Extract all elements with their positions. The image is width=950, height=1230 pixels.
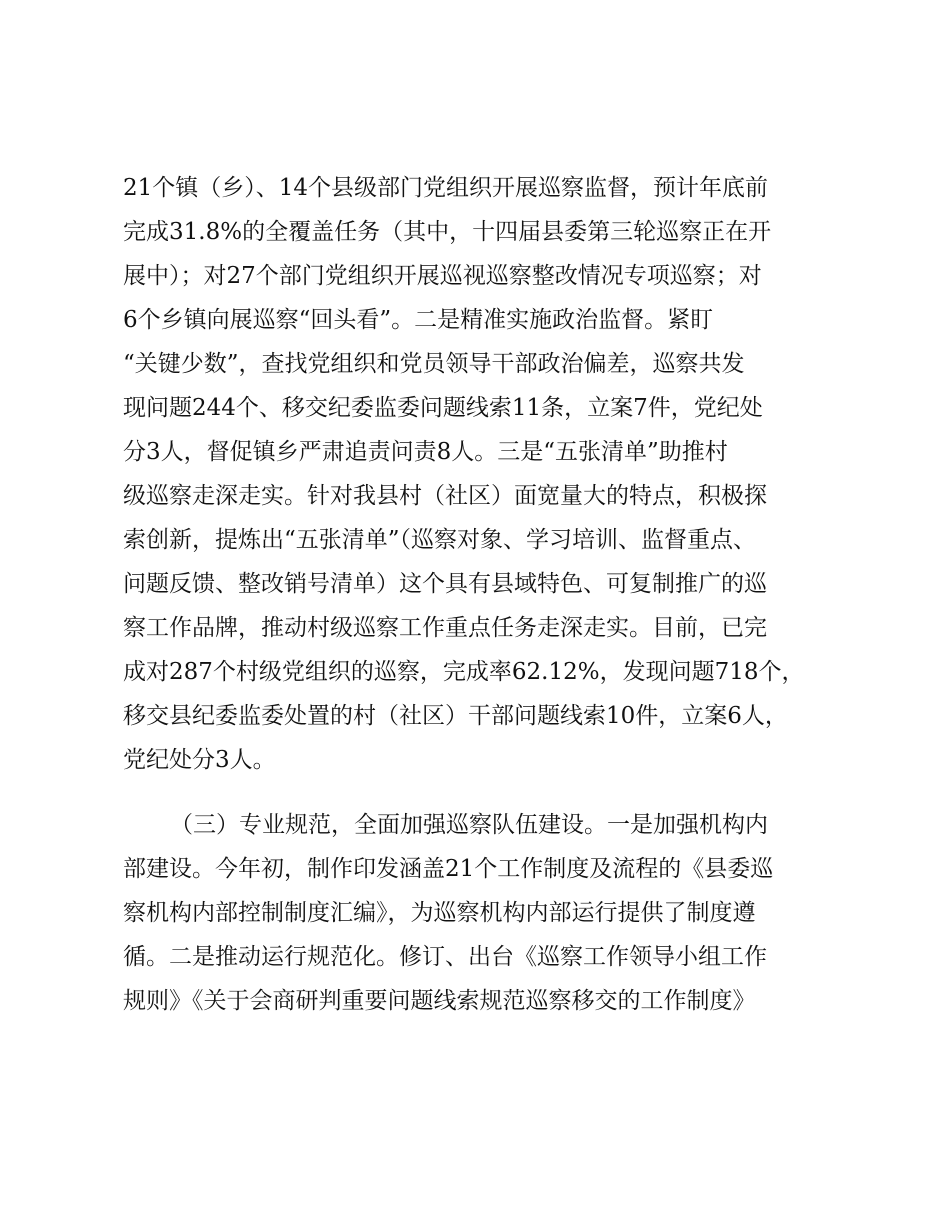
text-line xyxy=(0,981,950,1021)
text-line xyxy=(0,300,950,340)
line-text: 展中）；对27个部门党组织开展巡视巡察整改情况专项巡察；对 xyxy=(123,263,762,289)
line-text: 级巡察走深走实。针对我县村（社区）面宽量大的特点，积极探 xyxy=(123,483,767,509)
text-line xyxy=(0,696,950,736)
text-line xyxy=(0,432,950,472)
text-line xyxy=(0,849,950,889)
line-text: 移交县纪委监委处置的村（社区）干部问题线索10件，立案6人， xyxy=(123,703,788,729)
text-line xyxy=(0,212,950,252)
line-text: 问题反馈、整改销号清单）这个具有县域特色、可复制推广的巡 xyxy=(123,571,767,597)
text-line xyxy=(0,652,950,692)
text-line xyxy=(0,168,950,208)
line-text: 循。二是推动运行规范化。修订、出台《巡察工作领导小组工作 xyxy=(123,944,767,970)
text-line xyxy=(0,937,950,977)
line-text: 21个镇（乡）、14个县级部门党组织开展巡察监督，预计年底前 xyxy=(123,175,769,201)
line-text: 现问题244个、移交纪委监委问题线索11条，立案7件，党纪处 xyxy=(123,395,763,421)
line-text: 察工作品牌，推动村级巡察工作重点任务走深走实。目前，已完 xyxy=(123,615,767,641)
text-line xyxy=(0,564,950,604)
text-line xyxy=(0,740,950,780)
line-text: 党纪处分3人。 xyxy=(123,747,276,773)
line-text: 察机构内部控制制度汇编》，为巡察机构内部运行提供了制度遵 xyxy=(123,900,756,926)
line-text: 索创新，提炼出“五张清单”（巡察对象、学习培训、监督重点、 xyxy=(123,527,757,553)
text-line xyxy=(0,520,950,560)
line-text: （三）专业规范，全面加强巡察队伍建设。一是加强机构内 xyxy=(170,812,768,838)
line-text: 部建设。今年初，制作印发涵盖21个工作制度及流程的《县委巡 xyxy=(123,856,774,882)
text-line xyxy=(0,608,950,648)
text-line xyxy=(0,344,950,384)
line-text: “关键少数”，查找党组织和党员领导干部政治偏差，巡察共发 xyxy=(123,351,745,377)
text-line xyxy=(0,256,950,296)
text-line xyxy=(0,805,950,845)
line-text: 分3人，督促镇乡严肃追责问责8人。三是“五张清单”助推村 xyxy=(123,439,728,465)
line-text: 规则》《关于会商研判重要问题线索规范巡察移交的工作制度》 xyxy=(123,988,756,1014)
text-line xyxy=(0,893,950,933)
line-text: 完成31.8%的全覆盖任务（其中，十四届县委第三轮巡察正在开 xyxy=(123,219,772,245)
line-text: 成对287个村级党组织的巡察，完成率62.12%，发现问题718个， xyxy=(123,659,805,685)
line-text: 6个乡镇向展巡察“回头看”。二是精准实施政治监督。紧盯 xyxy=(123,307,714,333)
text-line xyxy=(0,388,950,428)
text-line xyxy=(0,476,950,516)
